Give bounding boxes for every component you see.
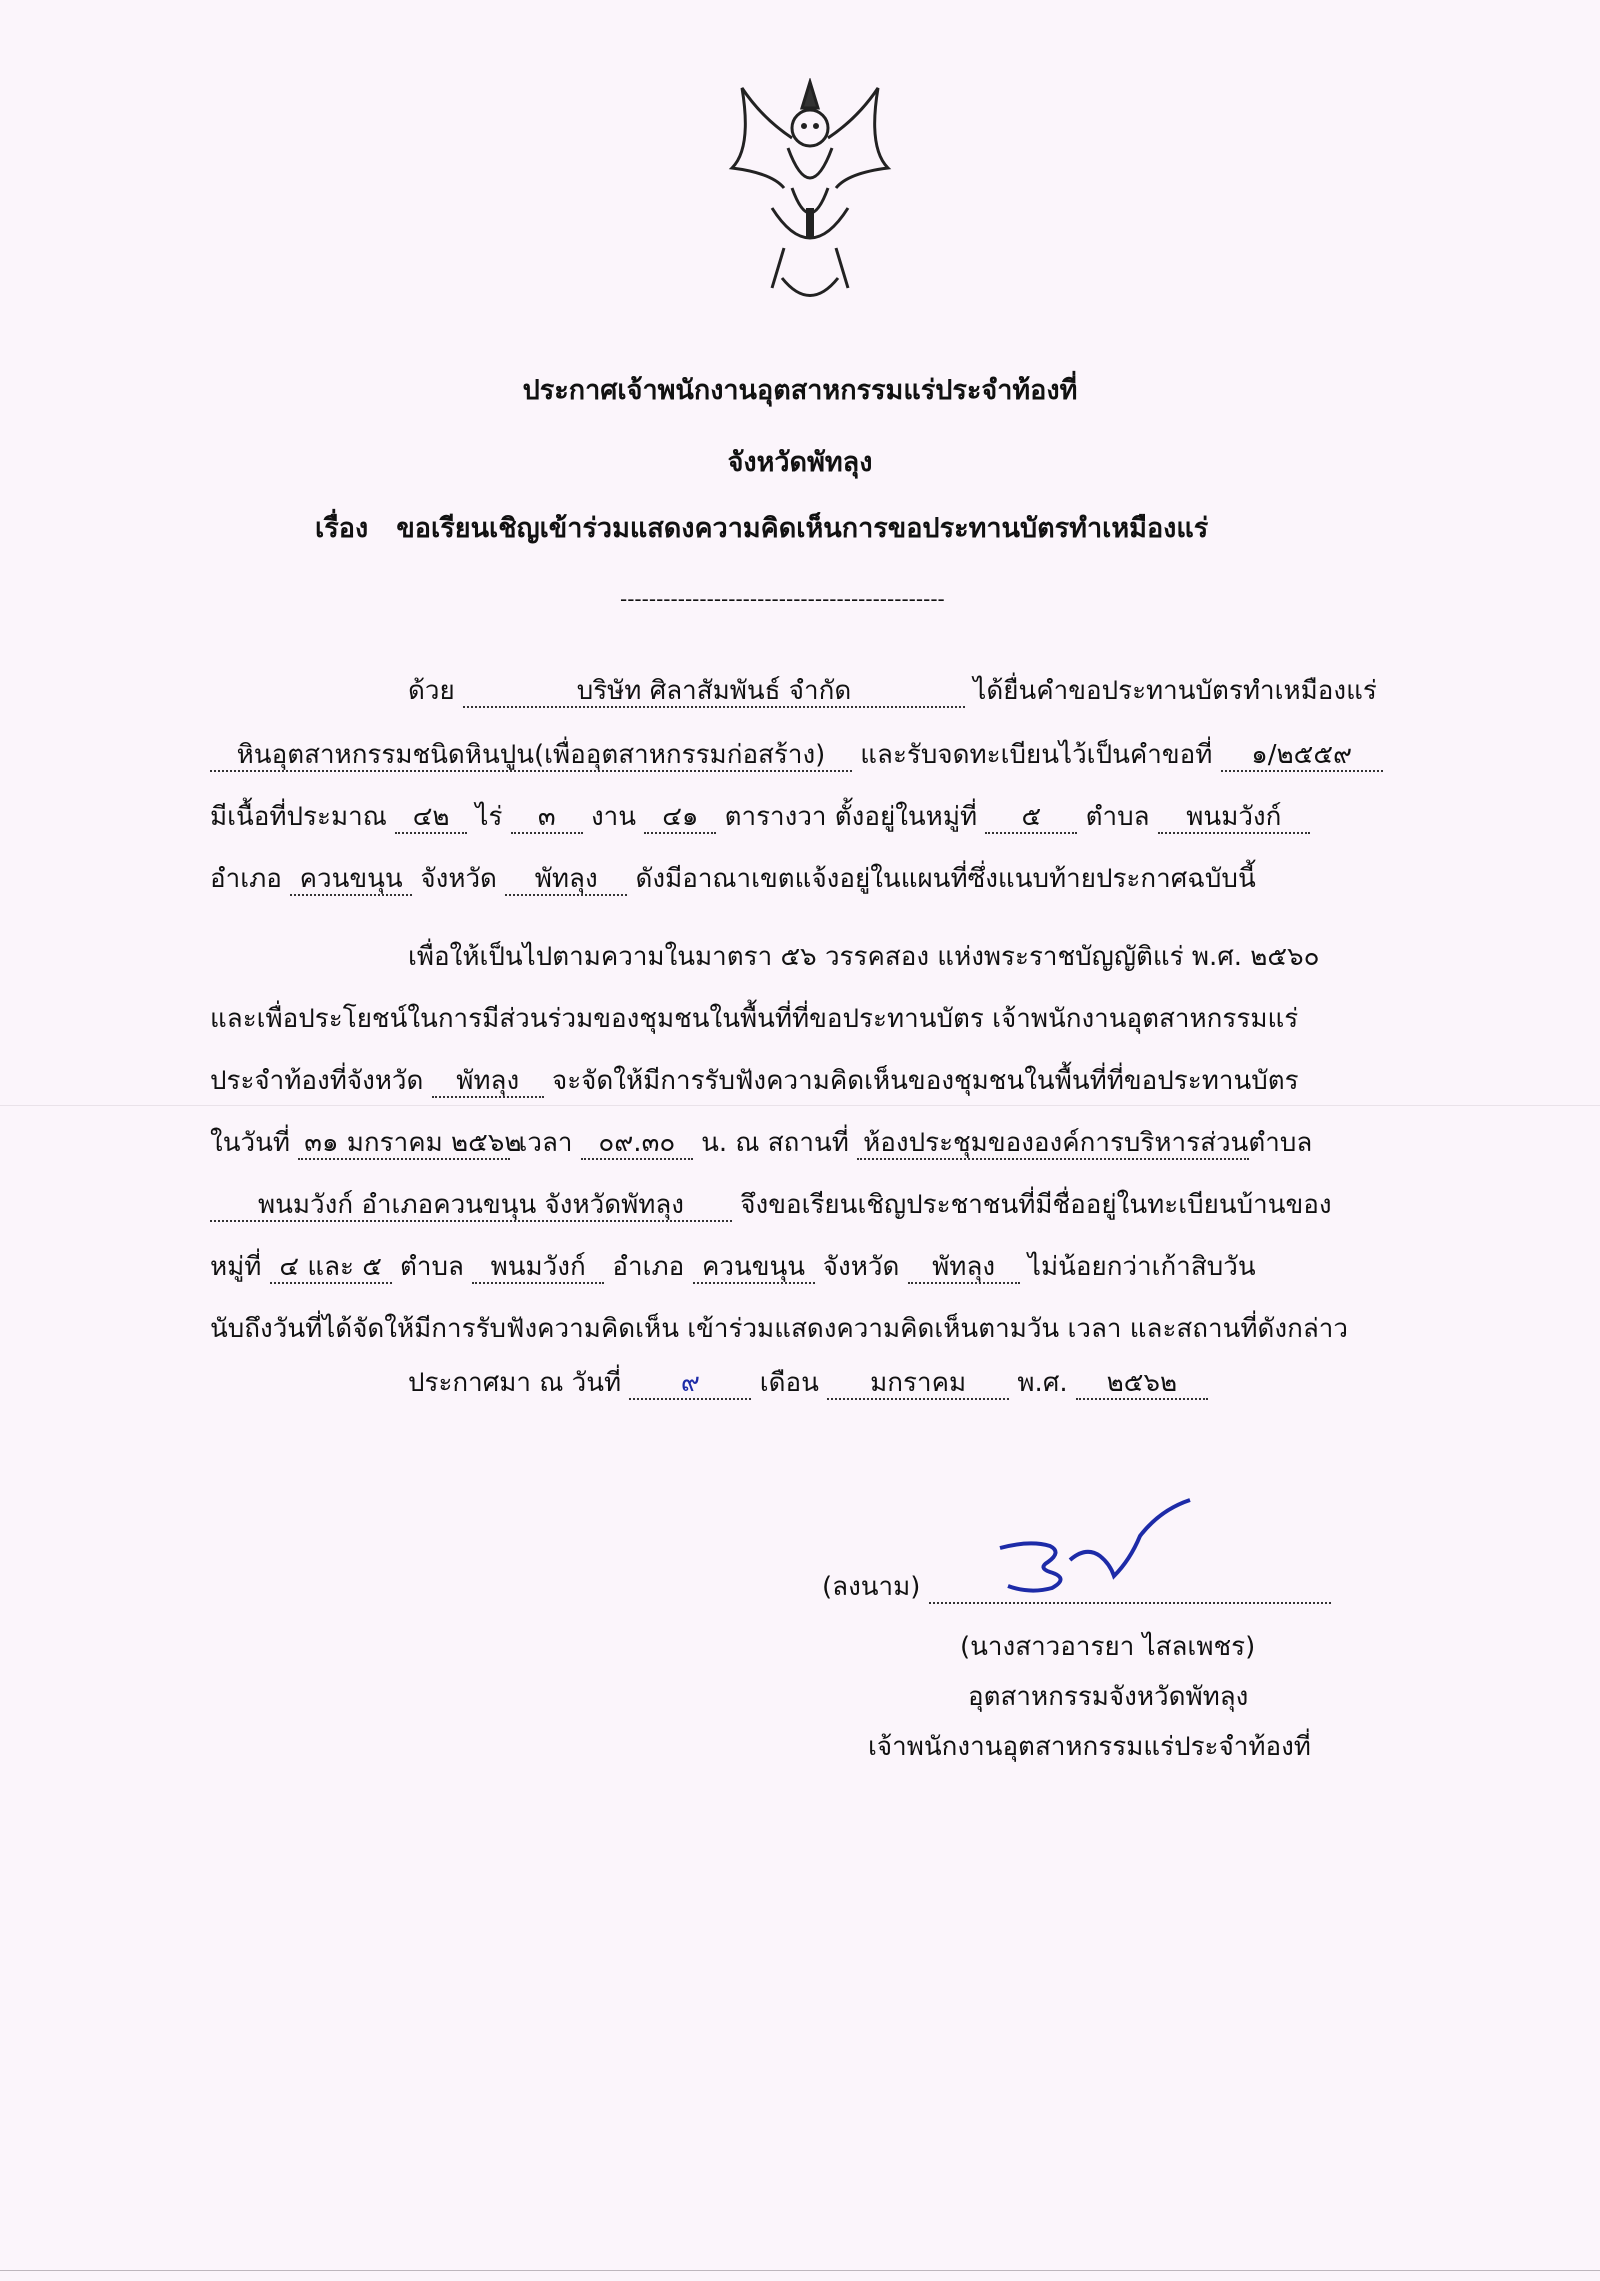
label: เวลา (518, 1128, 573, 1158)
garuda-emblem (722, 78, 898, 318)
subject-label: เรื่อง (315, 513, 369, 544)
label: ในวันที่ (210, 1128, 290, 1158)
label: ด้วย (408, 676, 455, 706)
label: จึงขอเรียนเชิญประชาชนที่มีชื่ออยู่ในทะเบียนบ้านของ (740, 1190, 1332, 1220)
company-name: บริษัท ศิลาสัมพันธ์ จำกัด (463, 676, 965, 708)
label: มีเนื้อที่ประมาณ (210, 802, 387, 832)
signer-position2: เจ้าพนักงานอุตสาหกรรมแร่ประจำท้องที่ (868, 1732, 1311, 1762)
p2-line2: และเพื่อประโยชน์ในการมีส่วนร่วมของชุมชนในพื้นที่ที่ขอประทานบัตร เจ้าพนักงานอุตสาหกรรมแร่ (210, 1004, 1299, 1034)
hearing-time: ๐๙.๓๐ (581, 1128, 693, 1160)
signer-position1: อุตสาหกรรมจังหวัดพัทลุง (968, 1682, 1249, 1712)
announce-month: มกราคม (827, 1368, 1009, 1400)
wa-value: ๔๑ (644, 802, 716, 834)
announce-day: ๙ (629, 1368, 751, 1400)
label: อำเภอ (612, 1252, 685, 1282)
request-number: ๑/๒๕๕๙ (1221, 740, 1383, 772)
handwritten-signature (990, 1490, 1210, 1600)
label: ได้ยื่นคำขอประทานบัตรทำเหมืองแร่ (973, 676, 1377, 706)
moo-values: ๔ และ ๕ (270, 1252, 392, 1284)
p2-line7: นับถึงวันที่ได้จัดให้มีการรับฟังความคิดเห็น เข้าร่วมแสดงความคิดเห็นตามวัน เวลา และสถานที่ดังกล่าว (210, 1314, 1348, 1344)
label: ตำบล (399, 1252, 464, 1282)
moo-value: ๕ (985, 802, 1077, 834)
title-line2: จังหวัดพัทลุง (727, 447, 873, 478)
amphoe-value: ควนขนุน (290, 864, 412, 896)
label: ไร่ (475, 802, 503, 832)
p1-line3 (210, 800, 1310, 834)
label: จะจัดให้มีการรับฟังความคิดเห็นของชุมชนในพื้นที่ที่ขอประทานบัตร (551, 1066, 1299, 1096)
p2-line1: เพื่อให้เป็นไปตามความในมาตรา ๕๖ วรรคสอง แห่งพระราชบัญญัติแร่ พ.ศ. ๒๕๖๐ (408, 942, 1320, 972)
ngan-value: ๓ (511, 802, 583, 834)
province-value: พัทลุง (505, 864, 627, 896)
label: จังหวัด (420, 864, 497, 894)
label: อำเภอ (210, 864, 282, 894)
label: ดังมีอาณาเขตแจ้งอยู่ในแผนที่ซึ่งแนบท้ายประกาศฉบับนี้ (635, 864, 1256, 894)
venue-line2: พนมวังก์ อำเภอควนขนุน จังหวัดพัทลุง (210, 1190, 732, 1222)
p2-line4 (210, 1126, 1313, 1160)
p1-line4 (210, 862, 1256, 896)
label: และรับจดทะเบียนไว้เป็นคำขอที่ (860, 740, 1213, 770)
p2-line3 (210, 1064, 1299, 1098)
label: หมู่ที่ (210, 1252, 262, 1282)
venue-line1: ห้องประชุมขององค์การบริหารส่วนตำบล (857, 1128, 1249, 1160)
p2-line6 (210, 1250, 1256, 1284)
subject-text: ขอเรียนเชิญเข้าร่วมแสดงความคิดเห็นการขอประทานบัตรทำเหมืองแร่ (396, 513, 1209, 544)
label: ประกาศมา ณ วันที่ (408, 1368, 622, 1398)
label: เดือน (759, 1368, 819, 1398)
sign-label: (ลงนาม) (822, 1572, 921, 1602)
paper-fold (0, 1105, 1600, 1106)
p2-line5 (210, 1188, 1332, 1222)
amphoe-value: ควนขนุน (693, 1252, 815, 1284)
tambon-value: พนมวังก์ (1158, 802, 1310, 834)
hearing-date: ๓๑ มกราคม ๒๕๖๒ (298, 1128, 510, 1160)
announce-line (408, 1366, 1208, 1400)
tambon-value: พนมวังก์ (472, 1252, 604, 1284)
mineral-type: หินอุตสาหกรรมชนิดหินปูน(เพื่ออุตสาหกรรมก่อสร้าง) (210, 740, 852, 772)
label: งาน (590, 802, 637, 832)
label: ประจำท้องที่จังหวัด (210, 1066, 424, 1096)
page-bottom-edge (0, 2270, 1600, 2271)
label: ตำบล (1085, 802, 1150, 832)
rai-value: ๔๒ (395, 802, 467, 834)
announce-year: ๒๕๖๒ (1076, 1368, 1208, 1400)
signer-name: (นางสาวอารยา ไสลเพชร) (960, 1632, 1256, 1662)
p1-line1 (408, 674, 1377, 708)
province-value: พัทลุง (432, 1066, 544, 1098)
label: พ.ศ. (1017, 1368, 1068, 1398)
label: ไม่น้อยกว่าเก้าสิบวัน (1027, 1252, 1256, 1282)
separator: --------------------------------------------- (620, 587, 945, 611)
p1-line2 (210, 738, 1383, 772)
subject-line (315, 512, 1208, 546)
label: น. ณ สถานที่ (701, 1128, 849, 1158)
title-line1: ประกาศเจ้าพนักงานอุตสาหกรรมแร่ประจำท้องที่ (522, 375, 1078, 406)
province-value: พัทลุง (908, 1252, 1020, 1284)
label: ตารางวา ตั้งอยู่ในหมู่ที่ (724, 802, 978, 832)
label: จังหวัด (822, 1252, 900, 1282)
